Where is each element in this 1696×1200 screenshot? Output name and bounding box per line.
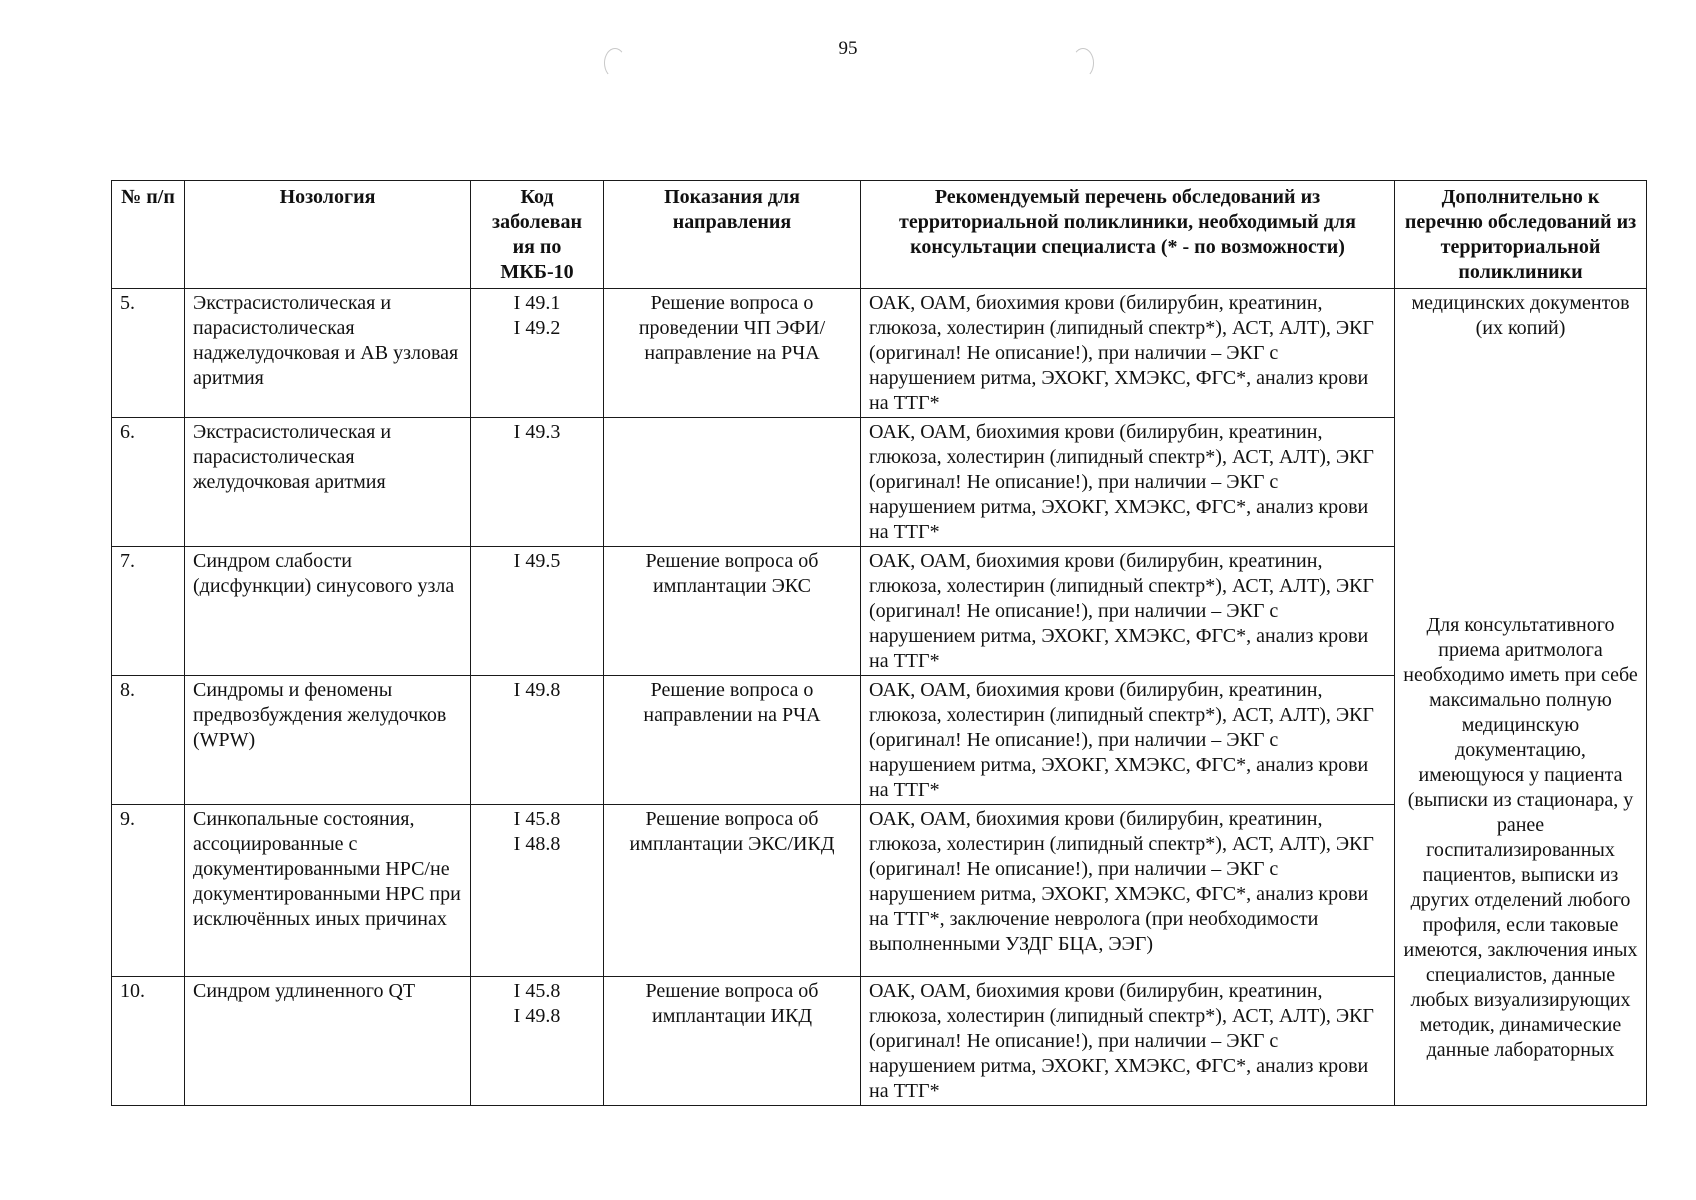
exams-cell: ОАК, ОАМ, биохимия крови (билирубин, креатинин, глюкоза, холестирин (липидный спектр*), АСТ, АЛТ), ЭКГ (оригинал! Не описание!), при наличии – ЭКГ с нарушением ритма, ЭХОКГ, ХМЭКС, ФГС*, анализ крови на ТТГ* [861,289,1395,418]
exams-cell: ОАК, ОАМ, биохимия крови (билирубин, креатинин, глюкоза, холестирин (липидный спектр*), АСТ, АЛТ), ЭКГ (оригинал! Не описание!), при наличии – ЭКГ с нарушением ритма, ЭХОКГ, ХМЭКС, ФГС*, анализ крови на ТТГ* [861,676,1395,805]
nosology-cell: Синдром слабости (дисфункции) синусового узла [185,547,471,676]
nosology-cell: Синкопальные состояния, ассоциированные с документированными НРС/не документированными НРС при исключённых иных причинах [185,805,471,977]
indications-cell: Решение вопроса об имплантации ЭКС/ИКД [604,805,861,977]
icd-code-cell: I 45.8 I 49.8 [471,977,604,1106]
row-number: 9. [112,805,185,977]
exams-cell: ОАК, ОАМ, биохимия крови (билирубин, креатинин, глюкоза, холестирин (липидный спектр*), АСТ, АЛТ), ЭКГ (оригинал! Не описание!), при наличии – ЭКГ с нарушением ритма, ЭХОКГ, ХМЭКС, ФГС*, анализ крови на ТТГ*, заключение невролога (при необходимости выполненными УЗДГ БЦА, ЭЭГ) [861,805,1395,977]
row-number: 6. [112,418,185,547]
icd-code-cell: I 45.8 I 48.8 [471,805,604,977]
indications-cell: Решение вопроса о проведении ЧП ЭФИ/направление на РЧА [604,289,861,418]
indications-cell [604,418,861,547]
row-number: 8. [112,676,185,805]
row-number: 7. [112,547,185,676]
exams-cell: ОАК, ОАМ, биохимия крови (билирубин, креатинин, глюкоза, холестирин (липидный спектр*), АСТ, АЛТ), ЭКГ (оригинал! Не описание!), при наличии – ЭКГ с нарушением ритма, ЭХОКГ, ХМЭКС, ФГС*, анализ крови на ТТГ* [861,418,1395,547]
header-exams: Рекомендуемый перечень обследований из территориальной поликлиники, необходимый для консультации специалиста (* - по возможности) [861,181,1395,289]
row-number: 10. [112,977,185,1106]
table-row [112,289,1647,418]
scan-mark-left [604,48,626,78]
header-nosology: Нозология [185,181,471,289]
nosology-cell: Синдромы и феномены предвозбуждения желудочков (WPW) [185,676,471,805]
extra-requirements-top-text: медицинских документов (их копий) [1411,292,1630,339]
indications-cell: Решение вопроса о направлении на РЧА [604,676,861,805]
indications-cell: Решение вопроса об имплантации ЭКС [604,547,861,676]
header-extra: Дополнительно к перечню обследований из территориальной поликлиники [1395,181,1647,289]
header-code: Код заболеван ия по МКБ-10 [471,181,604,289]
header-num: № п/п [112,181,185,289]
icd-code-cell: I 49.3 [471,418,604,547]
nosology-cell: Экстрасистолическая и парасистолическая желудочковая аритмия [185,418,471,547]
extra-requirements-text: Для консультативного приема аритмолога необходимо иметь при себе максимально полную медицинскую документацию, имеющуюся у пациента (выписки из стационара, у ранее госпитализированных пациентов, выписки из других отделений любого профиля, если таковые имеются, заключения иных специалистов, данные любых визуализирующих методик, динамические данные лабораторных [1403,614,1638,1061]
header-row [112,181,1647,289]
page-number: 95 [838,38,858,59]
nosology-cell: Синдром удлиненного QT [185,977,471,1106]
nosology-cell: Экстрасистолическая и парасистолическая наджелудочковая и АВ узловая аритмия [185,289,471,418]
referral-table [111,180,1647,1106]
icd-code-cell: I 49.1 I 49.2 [471,289,604,418]
exams-cell: ОАК, ОАМ, биохимия крови (билирубин, креатинин, глюкоза, холестирин (липидный спектр*), АСТ, АЛТ), ЭКГ (оригинал! Не описание!), при наличии – ЭКГ с нарушением ритма, ЭХОКГ, ХМЭКС, ФГС*, анализ крови на ТТГ* [861,977,1395,1106]
icd-code-cell: I 49.5 [471,547,604,676]
scan-mark-right [1072,48,1094,78]
exams-cell: ОАК, ОАМ, биохимия крови (билирубин, креатинин, глюкоза, холестирин (липидный спектр*), АСТ, АЛТ), ЭКГ (оригинал! Не описание!), при наличии – ЭКГ с нарушением ритма, ЭХОКГ, ХМЭКС, ФГС*, анализ крови на ТТГ* [861,547,1395,676]
indications-cell: Решение вопроса об имплантации ИКД [604,977,861,1106]
icd-code-cell: I 49.8 [471,676,604,805]
row-number: 5. [112,289,185,418]
extra-requirements-cell [1395,289,1647,1106]
header-indications: Показания для направления [604,181,861,289]
